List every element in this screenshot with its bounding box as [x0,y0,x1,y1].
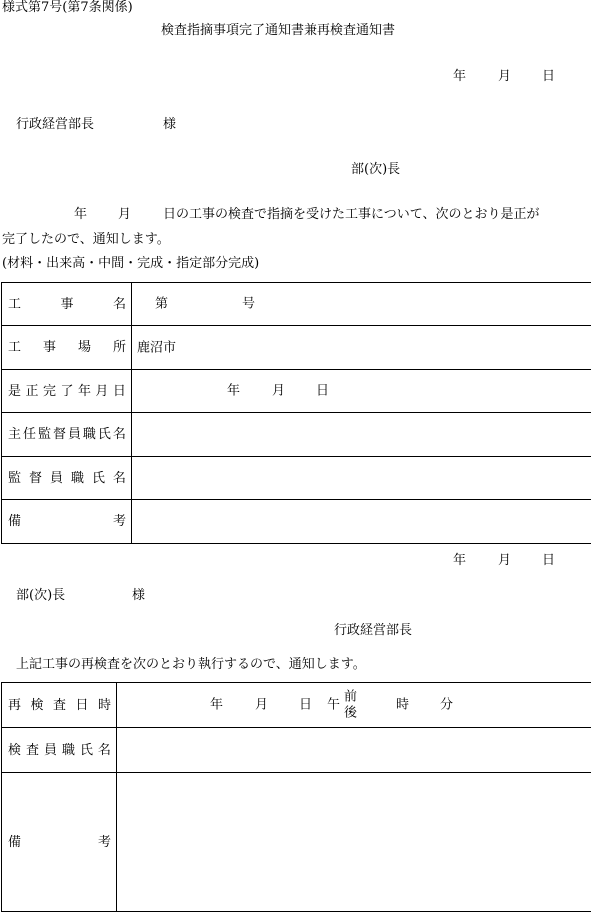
label-cell [2,326,132,370]
remarks-label: 備 考 [8,514,126,529]
correction-year-label: 年 [227,383,241,399]
table-row [2,457,591,500]
table-row [2,413,591,457]
reinspection-minute-label: 分 [440,697,454,713]
remarks2-field[interactable] [117,773,591,912]
construction-site-field[interactable] [132,326,591,370]
table-row [2,370,591,413]
table-row [2,326,591,370]
label-cell [2,283,132,326]
intro-month: 月 [118,207,132,222]
s2-addressee-honorific: 様 [132,588,146,603]
reinspection-month-label: 月 [255,697,269,713]
chief-supervisor-field[interactable] [132,413,591,457]
correction-day-label: 日 [316,383,330,399]
intro-year: 年 [74,207,88,222]
s2-date-day-label: 日 [542,553,556,568]
table-row [2,728,591,773]
table-row [2,683,591,728]
remarks2-label: 備 考 [8,834,111,850]
construction-site-label: 工 事 場 所 [8,340,126,355]
reinspection-day-label: 日 [299,697,313,713]
construction-no-prefix: 第 [155,296,169,312]
table-row [2,500,591,544]
date-month-label: 月 [498,69,512,84]
ampm-prefix-label: 午 [327,697,341,713]
label-cell [2,413,132,457]
construction-no-suffix: 号 [242,296,256,312]
correction-date-field[interactable] [132,370,591,413]
table-row [2,773,591,912]
label-cell [2,370,132,413]
reinspection-datetime-label: 再 検 査 日 時 [8,697,111,713]
sender-title: 部(次)長 [351,162,401,177]
construction-name-label: 工 事 名 [8,296,126,312]
correction-month-label: 月 [272,383,286,399]
s2-addressee-name: 部(次)長 [16,588,66,603]
supervisor-field[interactable] [132,457,591,500]
intro-text-line1: 日の工事の検査で指摘を受けた工事について、次のとおり是正が [163,207,540,222]
completion-table [1,282,591,544]
date-day-label: 日 [542,69,556,84]
reinspection-table [1,682,591,912]
label-cell [2,728,117,773]
addressee-honorific: 様 [163,117,177,132]
label-cell [2,457,132,500]
table-row [2,283,591,326]
reinspection-year-label: 年 [210,697,224,713]
date-year-label: 年 [453,69,467,84]
label-cell [2,683,117,728]
reinspection-hour-label: 時 [396,697,410,713]
s2-sender-title: 行政経営部長 [334,623,413,638]
supervisor-label: 監 督 員 職 氏 名 [8,470,126,486]
am-pm-stack [344,689,357,720]
addressee-name: 行政経営部長 [16,117,95,132]
s2-date-year-label: 年 [453,553,467,568]
construction-name-field[interactable] [132,283,591,326]
intro-text-line2: 完了したので、通知します。 [2,232,170,247]
reinspection-datetime-field[interactable] [117,683,591,728]
label-cell [2,773,117,912]
remarks-field[interactable] [132,500,591,544]
construction-site-value: 鹿沼市 [137,340,177,355]
pm-label: 後 [344,705,358,720]
chief-supervisor-label: 主 任 監 督 員 職 氏 名 [8,427,126,442]
s2-intro-text: 上記工事の再検査を次のとおり執行するので、通知します。 [16,657,366,672]
form-number: 様式第7号(第7条関係) [2,0,133,15]
inspection-type-list: (材料・出来高・中間・完成・指定部分完成) [2,256,260,271]
correction-date-label: 是 正 完 了 年 月 日 [8,383,126,399]
label-cell [2,500,132,544]
document-title: 検査指摘事項完了通知書兼再検査通知書 [161,23,396,38]
inspector-field[interactable] [117,728,591,773]
inspector-label: 検 査 員 職 氏 名 [8,742,111,758]
am-label: 前 [344,689,358,705]
s2-date-month-label: 月 [498,553,512,568]
